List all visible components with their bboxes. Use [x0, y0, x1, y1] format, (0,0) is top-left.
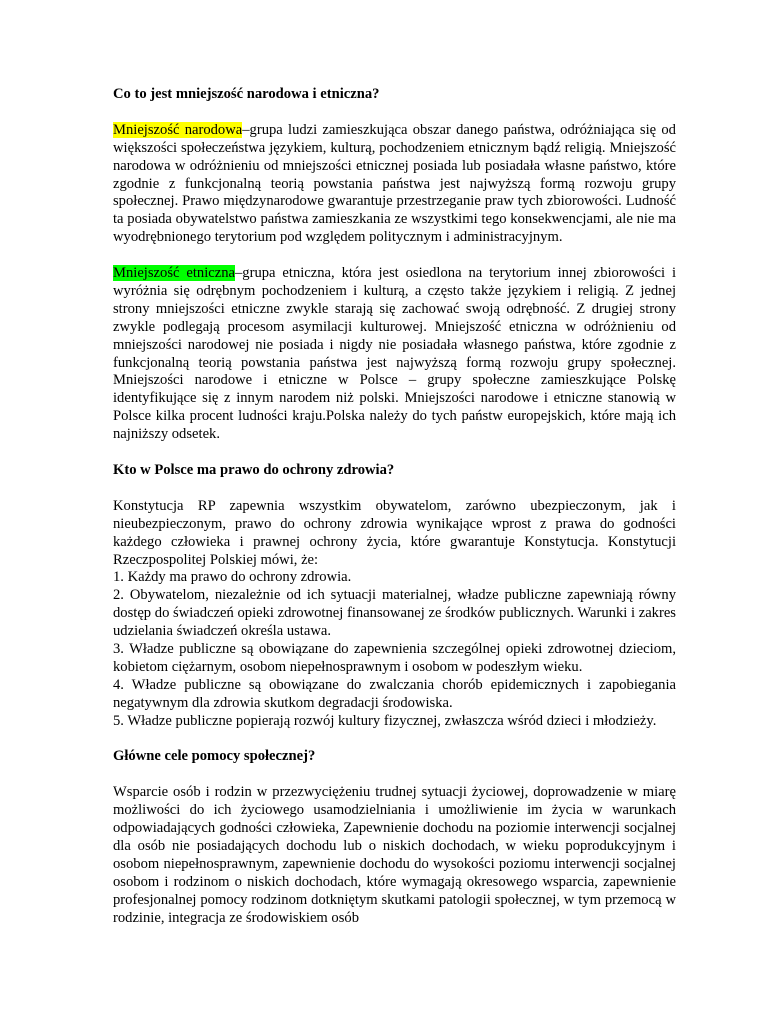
paragraph-social-assistance: Wsparcie osób i rodzin w przezwyciężeniu trudnej sytuacji życiowej, doprowadzenie w miarę możliwości do ich życiowego usamodzielniania i umożliwienie im życia w warunkach odpowiadających godności człowieka, Zapewnienie dochodu na poziomie interwencji socjalnej dla osób nie posiadających dochodu lub o niskich dochodach, w wieku poprodukcyjnym i osobom niepełnosprawnym, zapewnienie dochodu do wysokości poziomu interwencji socjalnej osobom i rodzinom o niskich dochodach, które wymagają okresowego wsparcia, zapewnienie profesjonalnej pomocy rodzinom dotkniętym skutkami patologii społecznej, w tym przemocą w rodzinie, integracja ze środowiskiem osób — [113, 784, 676, 926]
list-item: 1. Każdy ma prawo do ochrony zdrowia. — [113, 569, 352, 586]
health-care-block — [113, 498, 676, 731]
list-item: 2. Obywatelom, niezależnie od ich sytuacji materialnej, władze publiczne zapewniają równy dostęp do świadczeń opieki zdrowotnej finansowanej ze środków publicznych. Warunki i zakres udzielania świadczeń określa ustawa. — [113, 587, 676, 640]
section-heading-health-care: Kto w Polsce ma prawo do ochrony zdrowia? — [113, 461, 395, 478]
paragraph-national-minority — [113, 122, 676, 247]
document-page — [113, 86, 676, 945]
paragraph-national-minority-text: –grupa ludzi zamieszkująca obszar danego państwa, odróżniająca się od większości społeczeństwa językiem, kulturą, pochodzeniem etnicznym bądź religią. Mniejszość narodowa w odróżnieniu od mniejszości etnicznej posiada lub posiadała własne państwo, które zgodnie z funkcjonalną teorią powstania państwa jest najwyższą formą rozwoju grupy społecznej. Prawo międzynarodowe gwarantuje przestrzeganie praw tych zbiorowości. Ludność ta posiada obywatelstwo państwa zamieszkania ze wszystkimi tego konsekwencjami, ale nie ma wyodrębnionego terytorium pod względem politycznym i administracyjnym. — [113, 121, 676, 246]
paragraph-ethnic-minority-text: –grupa etniczna, która jest osiedlona na terytorium innej zbiorowości i wyróżnia się odrębnym pochodzeniem i kulturą, a często także językiem i religią. Z jednej strony mniejszości etniczne zwykle starają się zachować swoją odrębność. Z drugiej strony zwykle podlegają procesom asymilacji kulturowej. Mniejszość etniczna w odróżnieniu od mniejszości narodowej nie posiada i nigdy nie posiadała własnego państwa, które zgodnie z funkcjonalną teorią powstania państwa jest najwyższą formą rozwoju grupy społecznej. Mniejszości narodowe i etniczne w Polsce – grupy społeczne zamieszkujące Polskę identyfikujące się z innym narodem niż polski. Mniejszości narodowe i etniczne stanowią w Polsce kilka procent ludności kraju.Polska należy do tych państw europejskich, które mają ich najniższy odsetek. — [113, 265, 676, 443]
paragraph-ethnic-minority — [113, 265, 676, 444]
highlighted-term-ethnic-minority: Mniejszość etniczna — [113, 265, 235, 282]
health-care-intro: Konstytucja RP zapewnia wszystkim obywatelom, zarówno ubezpieczonym, jak i nieubezpieczonym, prawo do ochrony zdrowia wynikające wprost z prawa do godności każdego człowieka i prawnej ochrony życia, które gwarantuje Konstytucja. Konstytucji Rzeczpospolitej Polskiej mówi, że: — [113, 497, 676, 568]
section-heading-minorities: Co to jest mniejszość narodowa i etniczna? — [113, 86, 380, 102]
list-item: 4. Władze publiczne są obowiązane do zwalczania chorób epidemicznych i zapobiegania negatywnym dla zdrowia skutkom degradacji środowiska. — [113, 676, 676, 711]
highlighted-term-national-minority: Mniejszość narodowa — [113, 121, 243, 138]
list-item: 5. Władze publiczne popierają rozwój kultury fizycznej, zwłaszcza wśród dzieci i młodzieży. — [113, 712, 657, 729]
section-heading-social-assistance: Główne cele pomocy społecznej? — [113, 748, 316, 765]
list-item: 3. Władze publiczne są obowiązane do zapewnienia szczególnej opieki zdrowotnej dzieciom, kobietom ciężarnym, osobom niepełnosprawnym i osobom w podeszłym wieku. — [113, 641, 676, 675]
